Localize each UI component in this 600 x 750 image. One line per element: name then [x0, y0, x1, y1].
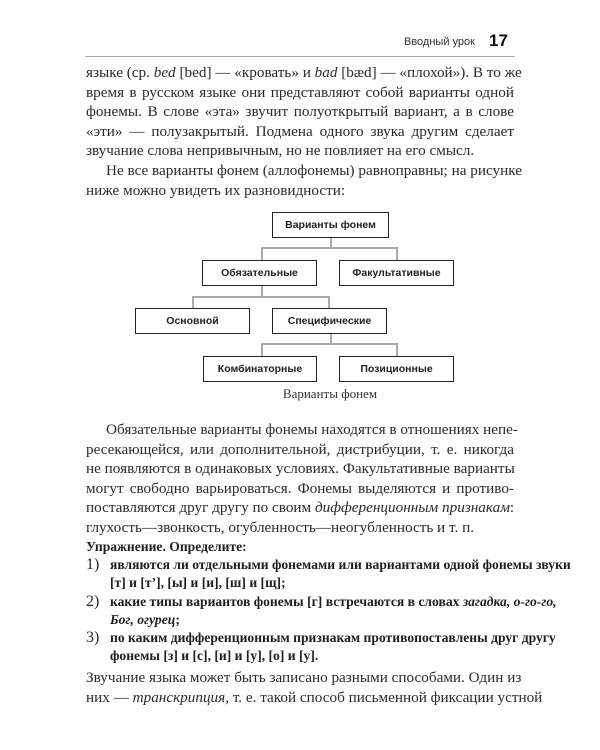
item-number: 2): [86, 592, 100, 610]
text-line: [86, 556, 571, 574]
italic-term: дифференционным признакам: [314, 499, 510, 517]
text-segment: «эти» — полузакрытый. Подмена одного звука другим сделает: [86, 122, 514, 140]
exercise: [86, 538, 571, 665]
text-segment: :: [509, 499, 515, 517]
text-line: [86, 574, 514, 592]
text-segment: какие типы вариантов фонемы [г] встречаются в словах: [110, 593, 463, 609]
box-specific: Специфические: [272, 308, 387, 334]
text-line: [86, 479, 514, 499]
text-segment: глухость—звонкость, огубленность—неогубленность и т. п.: [86, 518, 474, 536]
text-segment: [bed] — «кровать» и: [175, 64, 315, 81]
text-segment: время в русском языке они представляют собой варианты одной: [86, 83, 514, 101]
connector: [192, 296, 330, 298]
text-line: [86, 420, 518, 440]
text-segment: Обязательные варианты фонемы находятся в отношениях непе-: [106, 421, 518, 438]
italic-term: Бог, огурец: [110, 611, 176, 627]
text-line: [86, 83, 514, 103]
box-combinatory: Комбинаторные: [203, 356, 317, 382]
italic-term: bad: [314, 64, 338, 81]
text-segment: Звучание языка может быть записано разными способами. Один из: [86, 669, 522, 686]
paragraph-3: [86, 420, 518, 538]
text-segment: могут свободно варьироваться. Фонемы выделяются и противо-: [86, 479, 514, 497]
text-line: [86, 141, 514, 161]
connector: [396, 343, 398, 356]
page-number: 17: [489, 31, 508, 50]
text-segment: , т. е. такой способ письменной фиксации устной: [225, 688, 543, 706]
exercise-heading: Упражнение. Определите:: [86, 539, 247, 554]
text-line: [86, 611, 514, 629]
figure-caption: Варианты фонем: [282, 386, 378, 401]
box-positional: Позиционные: [339, 356, 454, 382]
connector: [261, 343, 263, 356]
text-line: [86, 629, 556, 647]
paragraph-2: [86, 161, 522, 200]
exercise-item: [86, 556, 571, 592]
text-segment: них —: [86, 688, 133, 706]
text-line: [86, 668, 522, 688]
text-segment: не появляются в одинаковых условиях. Факультативные варианты: [86, 460, 515, 478]
text-segment: ;: [175, 611, 180, 627]
box-basic: Основной: [135, 308, 250, 334]
text-line: [86, 518, 514, 538]
item-number: 3): [86, 628, 100, 646]
text-line: [86, 63, 522, 83]
text-segment: ниже можно увидеть их разновидности:: [86, 181, 346, 199]
header-rule: [85, 56, 515, 57]
connector: [261, 343, 397, 345]
text-line: [86, 440, 514, 460]
running-header-section: Вводный урок: [404, 36, 475, 48]
text-line: [86, 122, 514, 142]
box-phoneme-variants: Варианты фонем: [272, 212, 389, 238]
text-line: [86, 102, 514, 122]
paragraph-4: [86, 668, 543, 707]
text-segment: звучание слова непривычным, но не повлияет на его смысл.: [86, 142, 475, 160]
exercise-items: [86, 556, 571, 665]
italic-term: транскрипция: [132, 688, 226, 706]
box-obligatory: Обязательные: [202, 260, 317, 286]
italic-term: bed: [153, 64, 176, 81]
text-segment: [т] и [т’], [ы] и [и], [ш] и [щ];: [110, 575, 286, 591]
connector: [261, 247, 263, 260]
text-segment: поставляются друг другу по своим: [86, 499, 315, 517]
text-line: [86, 688, 543, 708]
text-line: [86, 161, 522, 181]
text-line: [86, 498, 514, 518]
text-line: [86, 647, 514, 665]
item-number: 1): [86, 556, 100, 574]
exercise-item: [86, 592, 557, 629]
box-optional: Факультативные: [339, 260, 454, 286]
text-line: [86, 181, 514, 201]
text-segment: фонемы. В слове «эта» звучит полуоткрытый вариант, а в слове: [86, 103, 514, 121]
text-segment: фонемы [з] и [с], [и] и [у], [о] и [у].: [110, 648, 319, 664]
paragraph-1: [86, 63, 522, 161]
text-segment: [bæd] — «плохой»). В то же: [337, 64, 522, 81]
connector: [328, 296, 330, 308]
connector: [396, 247, 398, 260]
connector: [192, 296, 194, 308]
text-line: [86, 593, 557, 611]
text-segment: Не все варианты фонем (аллофонемы) равноправны; на рисунке: [106, 162, 522, 179]
exercise-item: [86, 628, 556, 665]
text-segment: ресекающейся, или дополнительной, дистрибуции, т. е. никогда: [86, 440, 514, 458]
connector: [261, 247, 397, 249]
text-line: [86, 459, 514, 479]
italic-term: загадка, о-го-го,: [462, 593, 557, 609]
text-segment: являются ли отдельными фонемами или вариантами одной фонемы звуки: [110, 557, 571, 573]
text-segment: по каким дифференционным признакам противопоставлены друг другу: [110, 629, 556, 645]
text-segment: языке (ср.: [86, 64, 154, 81]
